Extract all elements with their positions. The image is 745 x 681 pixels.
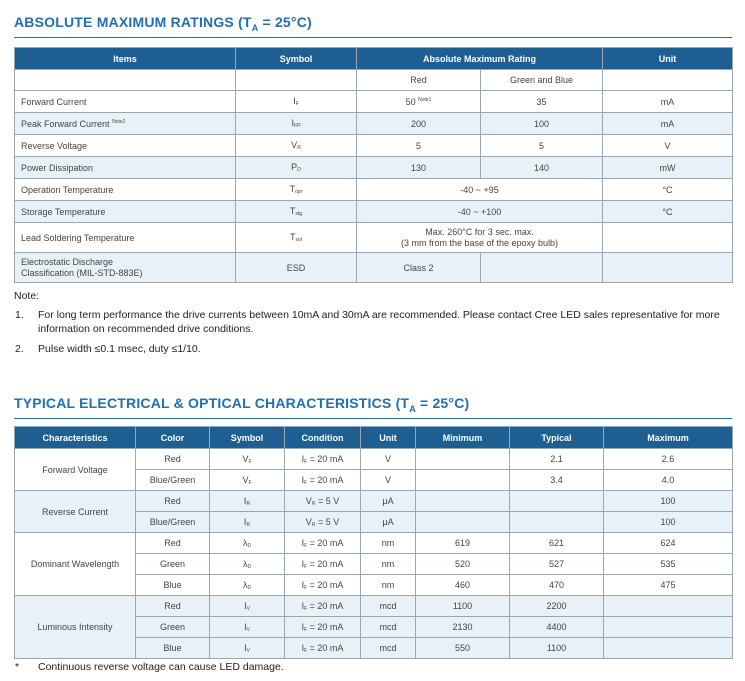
rating-green-blue: 140 [481,157,603,179]
note-line: Pulse width ≤0.1 msec, duty ≤1/10. [38,343,201,355]
typ-char-table [14,426,733,659]
symbol-text: λ [242,579,248,590]
item-line: Electrostatic Discharge [21,256,114,267]
col-header-maximum: Maximum [604,427,733,449]
typ-char-title: TYPICAL ELECTRICAL & OPTICAL CHARACTERISTICS $(T_A = 25^\circ C)$ [14,395,470,414]
col-header-minimum: Minimum [416,427,510,449]
color-cell: Blue/Green [136,512,210,533]
condition-cell [285,554,361,575]
symbol-subscript: D [247,584,252,591]
minimum-cell: 520 [416,554,510,575]
abs-max-title-rule [14,37,732,38]
note-text [38,308,738,336]
rating-red-value: Class 2 [403,262,434,273]
symbol-subscript: stg [295,211,303,217]
condition-value: = 5 V [315,516,340,527]
unit-cell: mcd [361,638,416,659]
symbol-cell: ESD [236,253,357,283]
symbol-subscript: D [247,563,252,570]
symbol-subscript: F [248,458,252,465]
maximum-cell [604,638,733,659]
condition-symbol: I [301,474,305,485]
condition-cell [285,470,361,491]
rating-green-blue [481,253,603,283]
condition-subscript: R [311,500,316,507]
rating-merged: -40 ~ +95 [357,179,603,201]
condition-value: = 20 mA [307,453,344,464]
minimum-cell [416,512,510,533]
item-label: Storage Temperature [21,206,106,217]
symbol-text: I [243,516,247,527]
footnote-text: Continuous reverse voltage can cause LED damage. [38,661,284,673]
rating-green-blue: 100 [481,113,603,135]
symbol-subscript: R [246,521,251,528]
symbol-text: V [242,453,249,464]
symbol-cell [210,449,285,470]
condition-subscript: F [304,584,308,591]
condition-cell [285,533,361,554]
table-row [15,596,733,617]
symbol-text: λ [242,558,248,569]
condition-cell [285,638,361,659]
unit-cell: V [603,135,733,157]
condition-value: = 5 V [315,495,340,506]
item-label: Operation Temperature [21,184,114,195]
table-row [15,491,733,512]
condition-symbol: I [301,558,305,569]
maximum-cell [604,596,733,617]
rating-red-value: 50 [405,96,416,107]
item-cell [15,179,236,201]
symbol-subscript: V [246,626,250,633]
symbol-subscript: opr [295,189,303,195]
condition-symbol: I [301,579,305,590]
unit-cell: mW [603,157,733,179]
item-label: Peak Forward Current [21,118,110,129]
minimum-cell: 1100 [416,596,510,617]
symbol-cell [236,91,357,113]
unit-cell: nm [361,533,416,554]
symbol-subscript: R [297,145,301,151]
item-cell [15,253,236,283]
color-cell: Blue [136,575,210,596]
typical-cell: 621 [510,533,604,554]
symbol-subscript: V [246,647,250,654]
item-label: Power Dissipation [21,162,94,173]
minimum-cell: 460 [416,575,510,596]
symbol-text: I [244,642,247,653]
item-label: Forward Current [21,96,87,107]
typical-cell: 2200 [510,596,604,617]
unit-cell: °C [603,179,733,201]
rating-green-blue: 5 [481,135,603,157]
maximum-cell: 535 [604,554,733,575]
item-line: Classification (MIL-STD-883E) [21,267,143,278]
symbol-cell [236,135,357,157]
table-row [15,201,733,223]
col-header-condition: Condition [285,427,361,449]
condition-value: = 20 mA [307,537,344,548]
symbol-subscript: D [297,167,301,173]
condition-symbol: I [301,621,305,632]
condition-subscript: F [304,542,308,549]
condition-cell [285,596,361,617]
symbol-text: I [291,118,295,128]
blank-cell [603,70,733,91]
item-note: Note2 [112,118,126,125]
maximum-cell: 100 [604,512,733,533]
symbol-text: I [243,495,247,506]
maximum-cell: 4.0 [604,470,733,491]
typical-cell: 3.4 [510,470,604,491]
rating-red [357,113,481,135]
typical-cell [510,491,604,512]
symbol-cell [210,470,285,491]
symbol-text: I [293,96,296,106]
item-label: Reverse Voltage [21,140,88,151]
characteristic-cell: Luminous Intensity [15,596,136,659]
color-cell: Red [136,449,210,470]
unit-cell: μA [361,512,416,533]
rating-line: Max. 260°C for 3 sec. max. [425,226,534,237]
symbol-cell [236,157,357,179]
abs-max-table [14,47,733,283]
condition-symbol: V [305,516,312,527]
characteristic-cell: Reverse Current [15,491,136,533]
condition-subscript: F [304,605,308,612]
item-cell [15,113,236,135]
unit-cell: mcd [361,617,416,638]
typical-cell: 527 [510,554,604,575]
condition-cell [285,575,361,596]
condition-cell [285,491,361,512]
condition-subscript: F [304,626,308,633]
unit-cell [603,253,733,283]
abs-max-title: ABSOLUTE MAXIMUM RATINGS $(T_A = 25^\circ C)$ [14,14,312,33]
typical-cell [510,512,604,533]
rating-red [357,157,481,179]
color-cell: Green [136,554,210,575]
unit-cell: nm [361,554,416,575]
symbol-text: T [290,232,296,242]
table-row [15,179,733,201]
condition-symbol: I [301,537,305,548]
symbol-text: V [291,140,298,150]
symbol-subscript: D [247,542,252,549]
note-number: 1. [15,309,24,321]
unit-cell: μA [361,491,416,512]
condition-subscript: F [304,563,308,570]
symbol-cell [210,638,285,659]
table-row [15,253,733,283]
note-label: Note: [14,290,40,302]
note-number: 2. [15,343,24,355]
symbol-text: I [244,600,247,611]
maximum-cell [604,617,733,638]
item-cell [15,135,236,157]
unit-cell: °C [603,201,733,223]
col-header-unit: Unit [603,48,733,70]
symbol-text: I [244,621,247,632]
col-header-symbol: Symbol [210,427,285,449]
table-row [15,113,733,135]
condition-value: = 20 mA [307,600,344,611]
color-cell: Red [136,596,210,617]
symbol-cell [210,554,285,575]
condition-value: = 20 mA [307,474,344,485]
condition-value: = 20 mA [307,579,344,590]
rating-note: Note1 [418,96,432,103]
rating-merged: -40 ~ +100 [357,201,603,223]
maximum-cell: 624 [604,533,733,554]
condition-cell [285,617,361,638]
unit-cell: V [361,470,416,491]
table-row [15,449,733,470]
rating-green-blue: 35 [481,91,603,113]
note-line: For long term performance the drive currents between 10mA and 30mA are recommended. Please contact Cree LED sales representative for more [38,309,720,321]
rating-red [357,91,481,113]
footnote-mark: * [15,661,20,673]
col-header-color: Color [136,427,210,449]
maximum-cell: 100 [604,491,733,512]
color-cell: Red [136,491,210,512]
note-text [38,342,738,356]
col-header-items: Items [15,48,236,70]
symbol-cell [210,596,285,617]
rating-red-value: 130 [410,162,427,173]
unit-cell [603,223,733,253]
item-cell [15,223,236,253]
unit-cell: mA [603,91,733,113]
unit-cell: mcd [361,596,416,617]
blank-cell [15,70,236,91]
subheader-red: Red [357,70,481,91]
condition-value: = 20 mA [307,558,344,569]
minimum-cell: 2130 [416,617,510,638]
table-row [15,135,733,157]
symbol-cell [210,491,285,512]
unit-cell: mA [603,113,733,135]
minimum-cell: 619 [416,533,510,554]
col-header-typical: Typical [510,427,604,449]
condition-symbol: I [301,600,305,611]
col-header-symbol: Symbol [236,48,357,70]
condition-symbol: I [301,453,305,464]
condition-value: = 20 mA [307,642,344,653]
symbol-text: P [291,162,298,172]
rating-red-value: 5 [415,140,421,151]
item-cell [15,157,236,179]
table-row [15,223,733,253]
rating-red-value: 200 [410,118,427,129]
symbol-subscript: R [246,500,251,507]
color-cell: Green [136,617,210,638]
condition-subscript: F [304,479,308,486]
characteristic-cell: Forward Voltage [15,449,136,491]
typical-cell: 4400 [510,617,604,638]
col-header-rating: Absolute Maximum Rating [357,48,603,70]
minimum-cell [416,491,510,512]
symbol-text: V [242,474,249,485]
symbol-subscript: F [295,101,299,107]
item-cell [15,91,236,113]
typical-cell: 1100 [510,638,604,659]
maximum-cell: 2.6 [604,449,733,470]
minimum-cell [416,470,510,491]
subheader-green-blue: Green and Blue [481,70,603,91]
condition-cell [285,512,361,533]
symbol-text: λ [242,537,248,548]
minimum-cell: 550 [416,638,510,659]
symbol-cell [236,201,357,223]
rating-red [357,135,481,157]
color-cell: Blue [136,638,210,659]
maximum-cell: 475 [604,575,733,596]
minimum-cell [416,449,510,470]
col-header-characteristics: Characteristics [15,427,136,449]
symbol-cell [236,179,357,201]
unit-cell: V [361,449,416,470]
typical-cell: 470 [510,575,604,596]
typ-char-title-rule [14,418,732,419]
symbol-subscript: sol [295,237,302,243]
unit-cell: nm [361,575,416,596]
table-row [15,533,733,554]
color-cell: Red [136,533,210,554]
note-line: information on recommended drive conditions. [38,323,254,335]
condition-symbol: I [301,642,305,653]
condition-symbol: V [305,495,312,506]
rating-merged [357,223,603,253]
symbol-subscript: FP [294,123,301,129]
blank-cell [236,70,357,91]
condition-subscript: F [304,458,308,465]
color-cell: Blue/Green [136,470,210,491]
symbol-subscript: F [248,479,252,486]
table-row [15,157,733,179]
symbol-subscript: V [246,605,250,612]
rating-line: (3 mm from the base of the epoxy bulb) [400,237,559,248]
symbol-cell [210,617,285,638]
symbol-cell [236,223,357,253]
symbol-text: T [289,206,296,216]
typical-cell: 2.1 [510,449,604,470]
rating-red [357,253,481,283]
table-row [15,91,733,113]
condition-cell [285,449,361,470]
symbol-text: T [289,184,296,194]
condition-value: = 20 mA [307,621,344,632]
characteristic-cell: Dominant Wavelength [15,533,136,596]
symbol-cell [236,113,357,135]
condition-subscript: F [304,647,308,654]
symbol-cell [210,533,285,554]
symbol-cell [210,512,285,533]
item-cell [15,201,236,223]
item-label: Lead Soldering Temperature [21,232,135,243]
condition-subscript: R [311,521,316,528]
col-header-unit: Unit [361,427,416,449]
symbol-cell [210,575,285,596]
